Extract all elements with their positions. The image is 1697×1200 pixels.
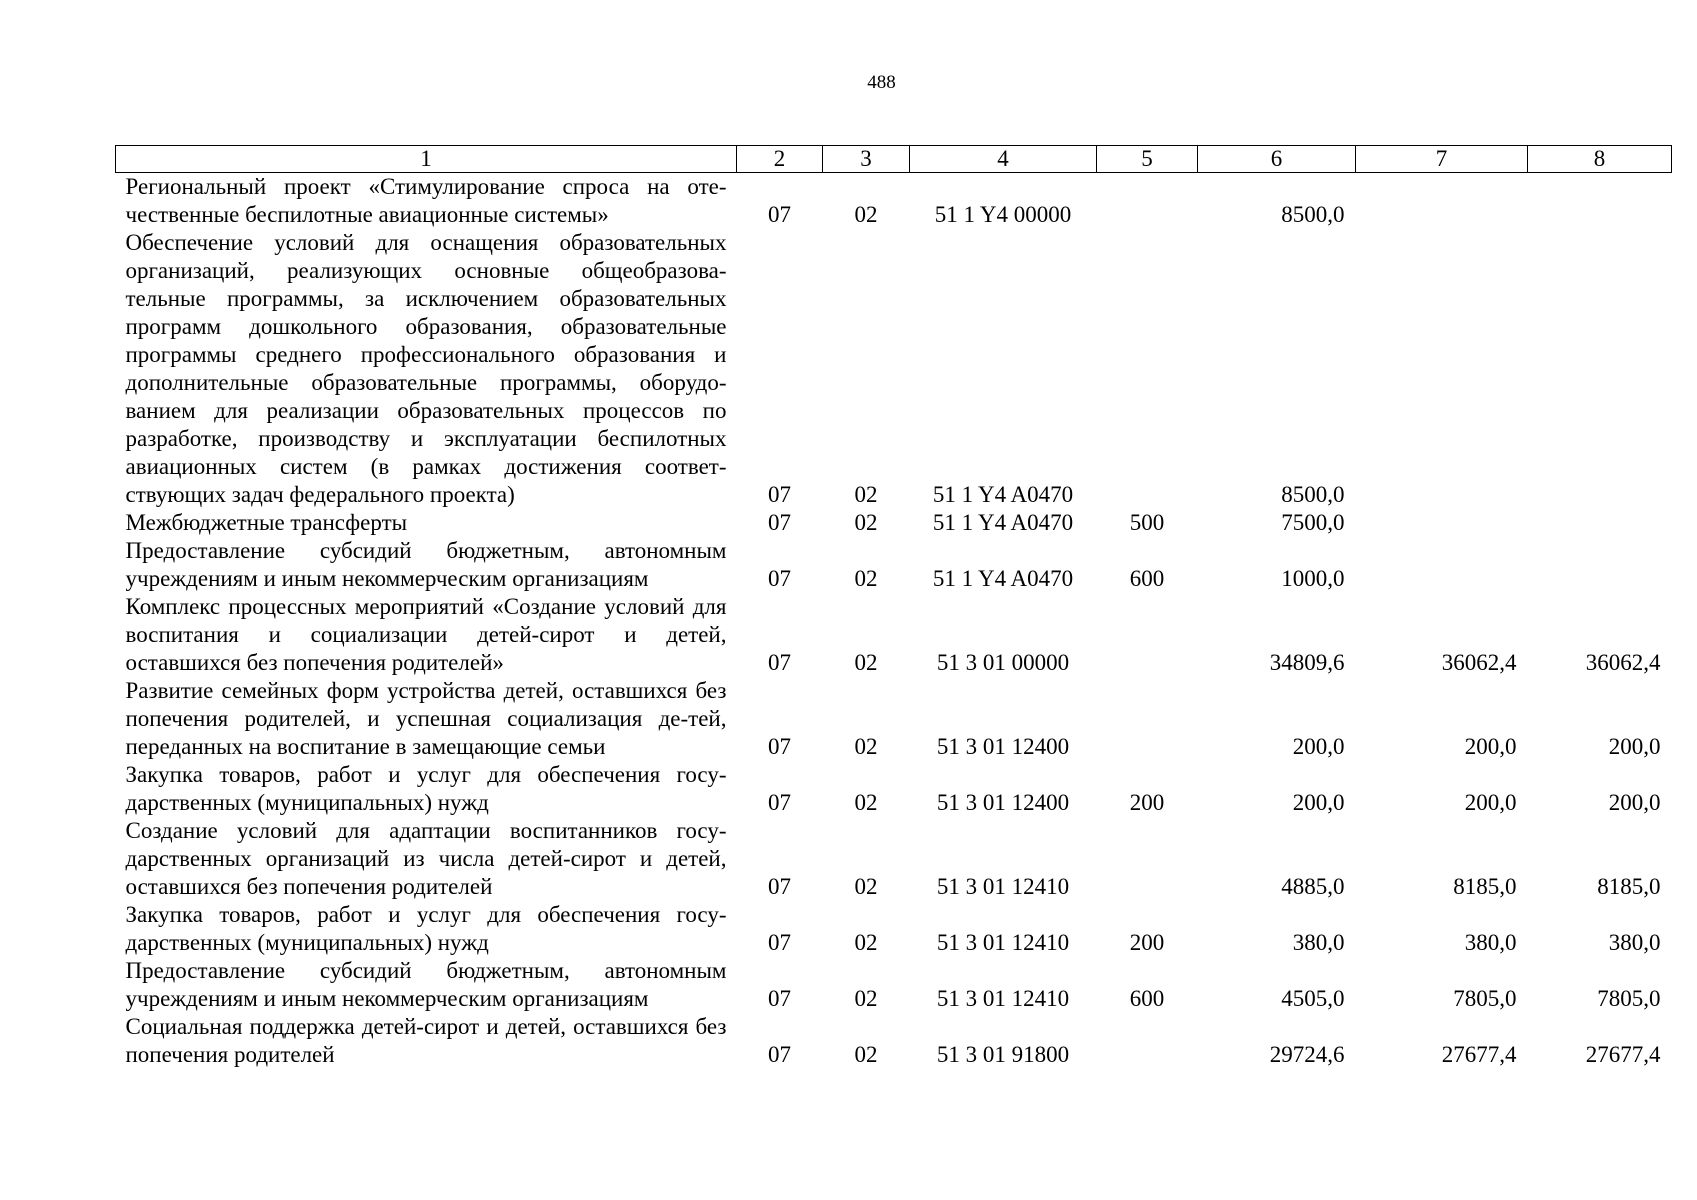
column-header: 1 <box>116 146 737 173</box>
row-expense-type <box>1097 1013 1198 1069</box>
row-amount-col7: 27677,4 <box>1441 1042 1517 1067</box>
row-section: 07 <box>768 874 791 899</box>
row-amount-col6: 29724,6 <box>1269 1042 1345 1067</box>
table-row <box>116 173 1672 230</box>
header-row <box>116 146 1672 173</box>
row-amount-col6: 380,0 <box>1292 930 1345 955</box>
table-row <box>116 537 1672 593</box>
row-name: Комплекс процессных мероприятий «Создание условий для воспитания и социализации детей-сирот и детей, оставшихся без попечения родителей» <box>125 594 727 675</box>
row-section: 07 <box>768 1042 791 1067</box>
column-header: 8 <box>1528 146 1672 173</box>
row-name: Создание условий для адаптации воспитанников госу-дарственных организаций из числа детей-сирот и детей, оставшихся без попечения родителей <box>125 818 727 899</box>
column-header: 5 <box>1097 146 1198 173</box>
row-amount-col8: 200,0 <box>1608 734 1661 759</box>
row-amount-col6: 8500,0 <box>1281 202 1345 227</box>
row-target-article: 51 1 Y4 00000 <box>934 202 1072 227</box>
row-amount-col7: 7805,0 <box>1453 986 1517 1011</box>
row-expense-type: 600 <box>1129 566 1165 591</box>
row-expense-type <box>1097 817 1198 901</box>
row-subsection: 02 <box>854 566 878 591</box>
row-section: 07 <box>768 510 791 535</box>
table-row <box>116 229 1672 509</box>
row-amount-col6: 7500,0 <box>1281 510 1345 535</box>
row-amount-col7 <box>1356 229 1528 509</box>
row-name: Развитие семейных форм устройства детей, оставшихся без попечения родителей, и успешная социализация де-тей, переданных на воспитание в замещающие семьи <box>125 678 727 759</box>
row-name: Предоставление субсидий бюджетным, автономным учреждениям и иным некоммерческим организациям <box>125 958 727 1011</box>
row-target-article: 51 3 01 12410 <box>936 930 1070 955</box>
row-amount-col8: 27677,4 <box>1585 1042 1661 1067</box>
row-name: Закупка товаров, работ и услуг для обеспечения госу-дарственных (муниципальных) нужд <box>125 902 727 955</box>
row-section: 07 <box>768 930 791 955</box>
table-row <box>116 677 1672 761</box>
row-amount-col6: 8500,0 <box>1281 482 1345 507</box>
row-amount-col6: 1000,0 <box>1281 566 1345 591</box>
row-amount-col8: 380,0 <box>1608 930 1661 955</box>
column-header: 6 <box>1198 146 1356 173</box>
row-expense-type: 200 <box>1129 790 1165 815</box>
row-target-article: 51 3 01 91800 <box>936 1042 1070 1067</box>
row-subsection: 02 <box>854 930 878 955</box>
row-target-article: 51 3 01 00000 <box>936 650 1070 675</box>
row-subsection: 02 <box>854 790 878 815</box>
row-amount-col7 <box>1356 509 1528 537</box>
row-section: 07 <box>768 202 791 227</box>
row-amount-col8 <box>1528 229 1672 509</box>
row-subsection: 02 <box>854 986 878 1011</box>
row-amount-col8: 36062,4 <box>1585 650 1661 675</box>
row-amount-col7: 36062,4 <box>1441 650 1517 675</box>
row-amount-col7: 200,0 <box>1464 790 1517 815</box>
row-amount-col8 <box>1528 173 1672 230</box>
row-amount-col6: 200,0 <box>1292 790 1345 815</box>
row-target-article: 51 3 01 12410 <box>936 874 1070 899</box>
row-expense-type <box>1097 173 1198 230</box>
row-amount-col6: 34809,6 <box>1269 650 1345 675</box>
row-section: 07 <box>768 482 791 507</box>
row-target-article: 51 1 Y4 A0470 <box>932 566 1074 591</box>
row-expense-type <box>1097 229 1198 509</box>
row-amount-col6: 4505,0 <box>1281 986 1345 1011</box>
table-row <box>116 957 1672 1013</box>
row-subsection: 02 <box>854 650 878 675</box>
row-name: Межбюджетные трансферты <box>125 510 408 535</box>
row-section: 07 <box>768 650 791 675</box>
row-amount-col7: 200,0 <box>1464 734 1517 759</box>
row-amount-col8: 7805,0 <box>1597 986 1661 1011</box>
row-amount-col7: 380,0 <box>1464 930 1517 955</box>
column-header: 4 <box>910 146 1097 173</box>
column-header: 2 <box>737 146 823 173</box>
row-amount-col7 <box>1356 173 1528 230</box>
row-amount-col8: 200,0 <box>1608 790 1661 815</box>
row-name: Региональный проект «Стимулирование спроса на оте-чественные беспилотные авиационные системы» <box>125 174 727 227</box>
row-section: 07 <box>768 566 791 591</box>
row-target-article: 51 3 01 12410 <box>936 986 1070 1011</box>
row-target-article: 51 1 Y4 A0470 <box>932 510 1074 535</box>
row-name: Обеспечение условий для оснащения образовательных организаций, реализующих основные общеобразова-тельные программы, за исключением образовательных программ дошкольного образования, образовательные программы среднего профессионального образования и дополнительные образовательные программы, оборудо-ванием для реализации образовательных процессов по разработке, производству и эксплуатации беспилотных авиационных систем (в рамках достижения соответ-ствующих задач федерального проекта) <box>125 230 727 507</box>
row-expense-type <box>1097 593 1198 677</box>
row-amount-col7 <box>1356 537 1528 593</box>
row-subsection: 02 <box>854 734 878 759</box>
row-target-article: 51 1 Y4 A0470 <box>932 482 1074 507</box>
row-subsection: 02 <box>854 202 878 227</box>
row-amount-col8: 8185,0 <box>1597 874 1661 899</box>
row-target-article: 51 3 01 12400 <box>936 790 1070 815</box>
row-subsection: 02 <box>854 874 878 899</box>
row-amount-col6: 200,0 <box>1292 734 1345 759</box>
table-row <box>116 509 1672 537</box>
table-row <box>116 761 1672 817</box>
table-row <box>116 1013 1672 1069</box>
row-name: Социальная поддержка детей-сирот и детей, оставшихся без попечения родителей <box>125 1014 727 1067</box>
row-target-article: 51 3 01 12400 <box>936 734 1070 759</box>
row-amount-col7: 8185,0 <box>1453 874 1517 899</box>
row-section: 07 <box>768 734 791 759</box>
row-expense-type: 600 <box>1129 986 1165 1011</box>
page-number: 488 <box>867 72 896 93</box>
table-row <box>116 901 1672 957</box>
row-section: 07 <box>768 790 791 815</box>
row-amount-col8 <box>1528 509 1672 537</box>
row-subsection: 02 <box>854 1042 878 1067</box>
table-row <box>116 817 1672 901</box>
row-expense-type: 200 <box>1129 930 1165 955</box>
row-subsection: 02 <box>854 510 878 535</box>
table-row <box>116 593 1672 677</box>
column-header: 3 <box>823 146 910 173</box>
budget-table <box>115 145 1672 1069</box>
row-amount-col8 <box>1528 537 1672 593</box>
row-name: Предоставление субсидий бюджетным, автономным учреждениям и иным некоммерческим организациям <box>125 538 727 591</box>
row-subsection: 02 <box>854 482 878 507</box>
row-name: Закупка товаров, работ и услуг для обеспечения госу-дарственных (муниципальных) нужд <box>125 762 727 815</box>
row-section: 07 <box>768 986 791 1011</box>
row-expense-type <box>1097 677 1198 761</box>
row-expense-type: 500 <box>1129 510 1165 535</box>
column-header: 7 <box>1356 146 1528 173</box>
row-amount-col6: 4885,0 <box>1281 874 1345 899</box>
